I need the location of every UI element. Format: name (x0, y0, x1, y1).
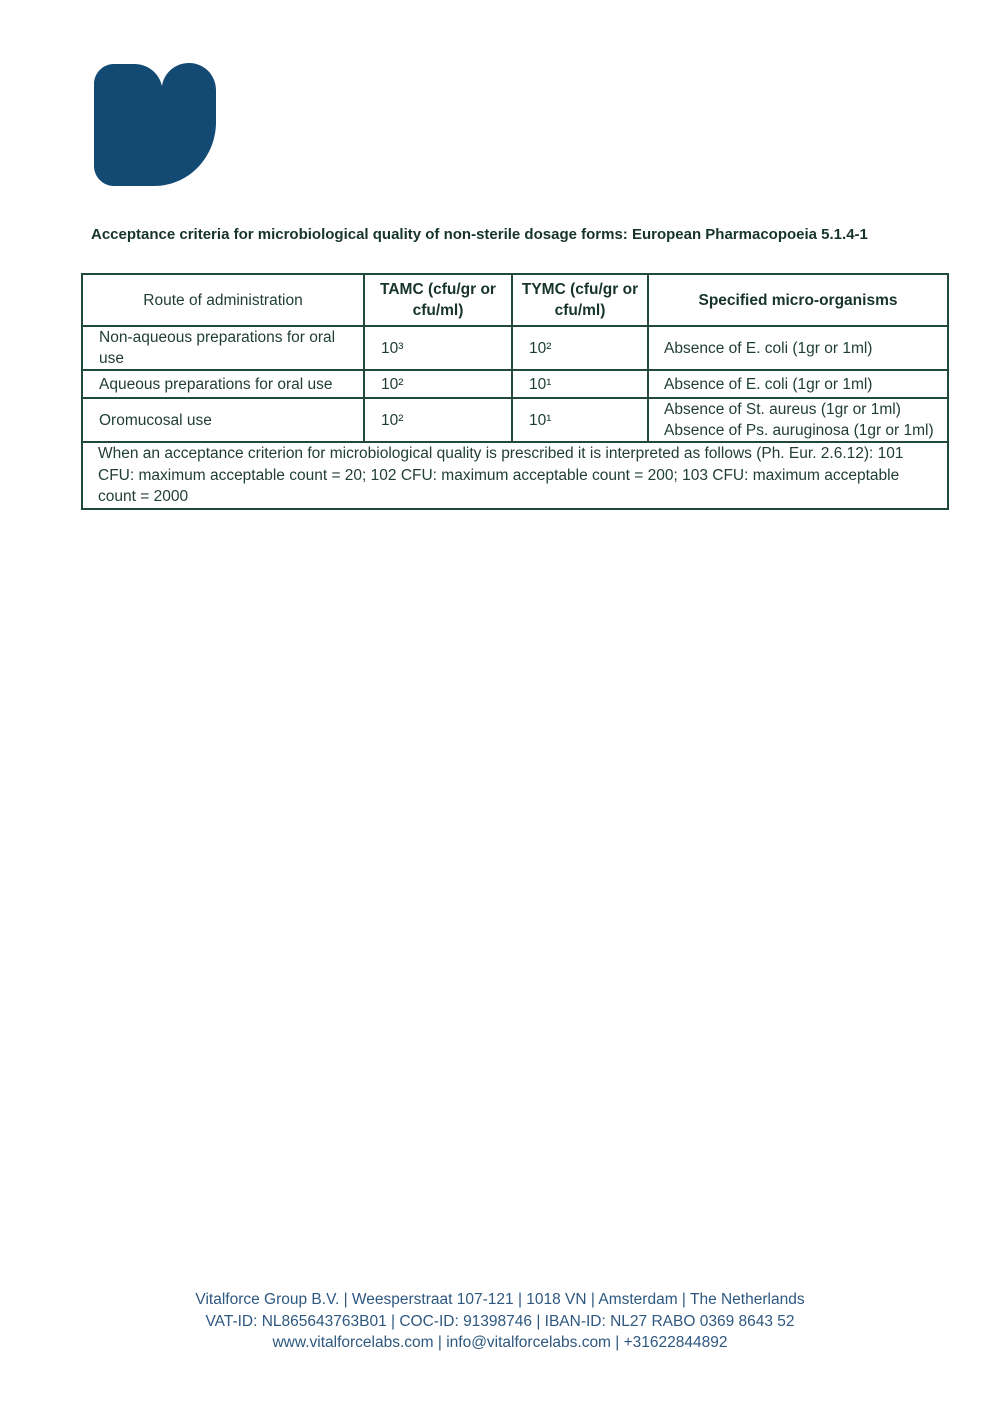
tymc-cell: 10² (512, 326, 648, 370)
heart-shape-logo-icon (92, 60, 218, 186)
header-tymc: TYMC (cfu/gr or cfu/ml) (512, 274, 648, 326)
table-row (82, 326, 948, 370)
organism-line: Absence of Ps. auruginosa (1gr or 1ml) (664, 422, 934, 439)
acceptance-criteria-table (81, 273, 949, 510)
organisms-cell (648, 398, 948, 442)
table-row (82, 398, 948, 442)
tamc-cell: 10² (364, 370, 512, 398)
company-footer (0, 1289, 1000, 1354)
footer-address: Vitalforce Group B.V. | Weesperstraat 107-121 | 1018 VN | Amsterdam | The Netherlands (195, 1291, 805, 1308)
footer-contact: www.vitalforcelabs.com | info@vitalforcelabs.com | +31622844892 (272, 1334, 728, 1351)
organism-line: Absence of St. aureus (1gr or 1ml) (664, 401, 901, 418)
footer-registration: VAT-ID: NL865643763B01 | COC-ID: 91398746 | IBAN-ID: NL27 RABO 0369 8643 52 (205, 1312, 795, 1330)
organism-line: Absence of E. coli (1gr or 1ml) (664, 339, 873, 357)
tymc-cell: 10¹ (512, 370, 648, 398)
organisms-cell (648, 370, 948, 398)
table-note-row (82, 442, 948, 509)
route-cell: Oromucosal use (82, 398, 364, 442)
tamc-cell: 10³ (364, 326, 512, 370)
header-organisms: Specified micro-organisms (648, 274, 948, 326)
table-row (82, 370, 948, 398)
organisms-cell (648, 326, 948, 370)
interpretation-note: When an acceptance criterion for microbiological quality is prescribed it is interpreted as follows (Ph. Eur. 2.6.12): 101 CFU: maximum acceptable count = 20; 102 CFU: maximum acceptable count = 200; 103 CFU: maximum acceptable count = 2000 (82, 442, 948, 509)
tymc-cell: 10¹ (512, 398, 648, 442)
tamc-cell: 10² (364, 398, 512, 442)
document-title: Acceptance criteria for microbiological quality of non-sterile dosage forms: European Pharmacopoeia 5.1.4-1 (91, 226, 868, 243)
organism-line: Absence of E. coli (1gr or 1ml) (664, 375, 873, 393)
route-cell: Non-aqueous preparations for oral use (82, 326, 364, 370)
table-header-row (82, 274, 948, 326)
header-tamc: TAMC (cfu/gr or cfu/ml) (364, 274, 512, 326)
header-route: Route of administration (82, 274, 364, 326)
route-cell: Aqueous preparations for oral use (82, 370, 364, 398)
